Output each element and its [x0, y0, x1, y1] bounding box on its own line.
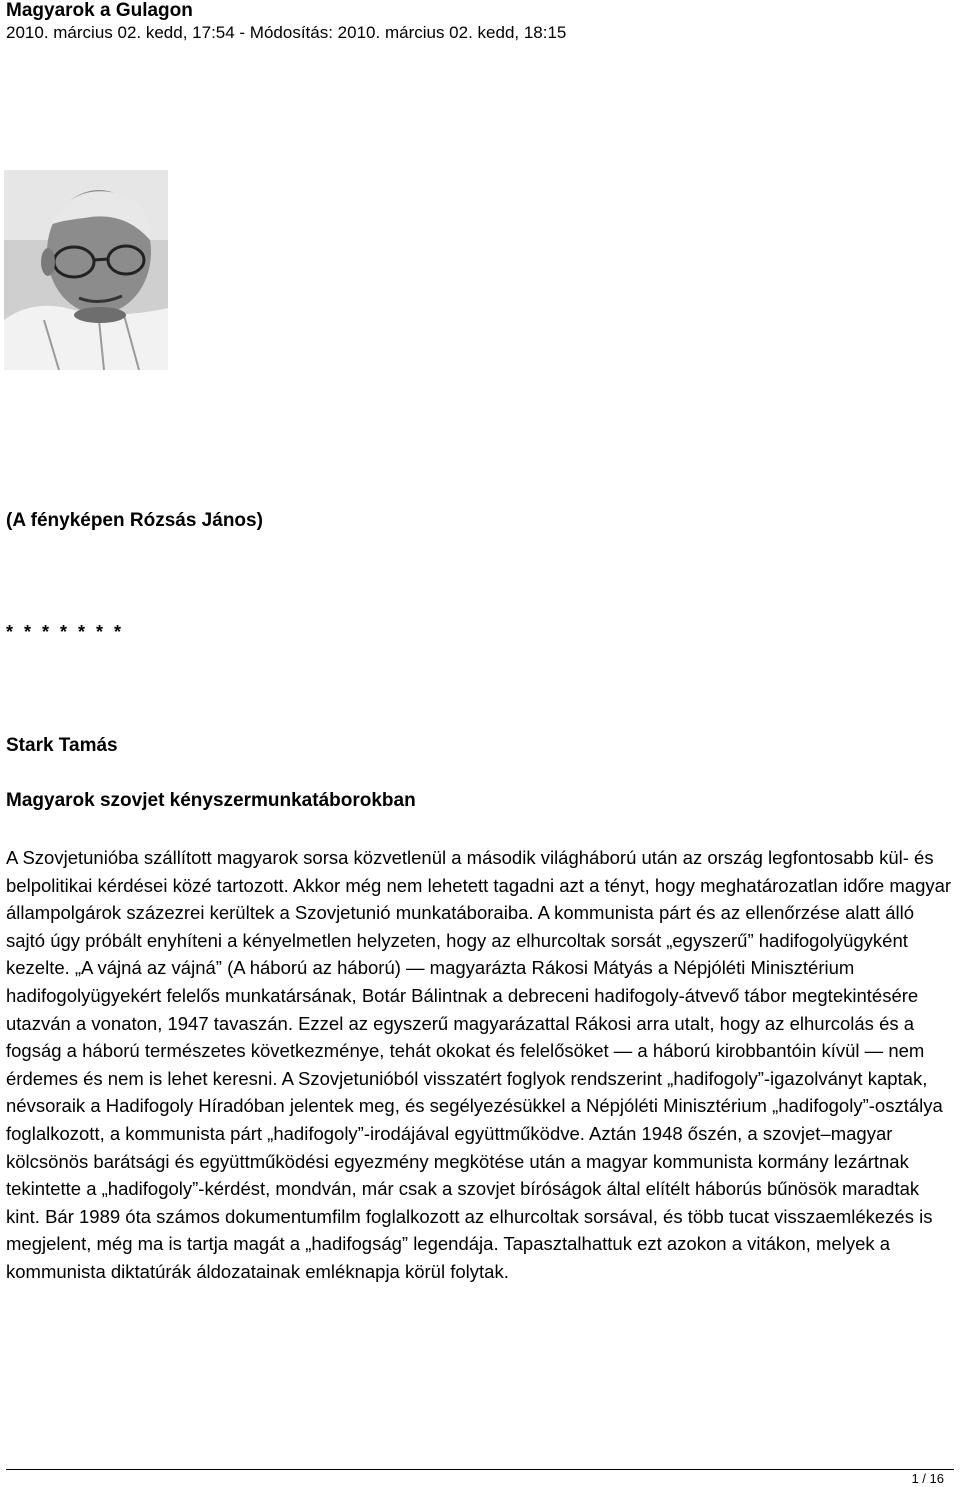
- page-number: 1 / 16: [911, 1471, 944, 1486]
- portrait-photo-icon: [4, 170, 168, 370]
- site-title: Magyarok a Gulagon: [6, 0, 193, 21]
- article-title: Magyarok szovjet kényszermunkatáborokban: [6, 790, 416, 811]
- footer-divider: [6, 1469, 954, 1470]
- page-header: [6, 0, 566, 43]
- section-separator: * * * * * * *: [6, 622, 125, 642]
- photo-caption: (A fényképen Rózsás János): [6, 510, 263, 531]
- author-name: Stark Tamás: [6, 735, 118, 756]
- publish-dates: 2010. március 02. kedd, 17:54 - Módosítás: 2010. március 02. kedd, 18:15: [6, 23, 567, 42]
- article-body: A Szovjetunióba szállított magyarok sorsa közvetlenül a második világháború után az ország legfontosabb kül- és belpolitikai kérdései közé tartozott. Akkor még nem lehetett tagadni azt a tényt, hogy meghatározatlan időre magyar állampolgárok százezrei kerültek a Szovjetunió munkatáboraiba. A kommunista párt és az ellenőrzése alatt álló sajtó úgy próbált enyhíteni a kényelmetlen helyzeten, hogy az elhurcoltak sorsát „egyszerű” hadifogolyügyként kezelte. „A vájná az vájná” (A háború az háború) — magyarázta Rákosi Mátyás a Népjóléti Minisztérium hadifogolyügyekért felelős munkatársának, Botár Bálintnak a debreceni hadifogoly-átvevő tábor megtekintésére utazván a vonaton, 1947 tavaszán. Ezzel az egyszerű magyarázattal Rákosi arra utalt, hogy az elhurcolás és a fogság a háború természetes következménye, tehát okokat és felelősöket — a háború kirobbantóin kívül — nem érdemes és nem is lehet keresni. A Szovjetunióból visszatért foglyok rendszerint „hadifogoly”-igazolványt kaptak, névsoraik a Hadifogoly Híradóban jelentek meg, és segélyezésükkel a Népjóléti Minisztérium „hadifogoly”-osztálya foglalkozott, a kommunista párt „hadifogoly”-irodájával együttműködve. Aztán 1948 őszén, a szovjet–magyar kölcsönös barátsági és együttműködési egyezmény megkötése után a magyar kommunista kormány lezártnak tekintette a „hadifogoly”-kérdést, mondván, már csak a szovjet bíróságok által elítélt háborús bűnösök maradtak kint. Bár 1989 óta számos dokumentumfilm foglalkozott az elhurcoltak sorsával, és több tucat visszaemlékezés is megjelent, még ma is tartja magát a „hadifogság” legendája. Tapasztalhattuk ezt azokon a vitákon, melyek a kommunista diktatúrák áldozatainak emléknapja körül folytak.: [6, 847, 952, 1282]
